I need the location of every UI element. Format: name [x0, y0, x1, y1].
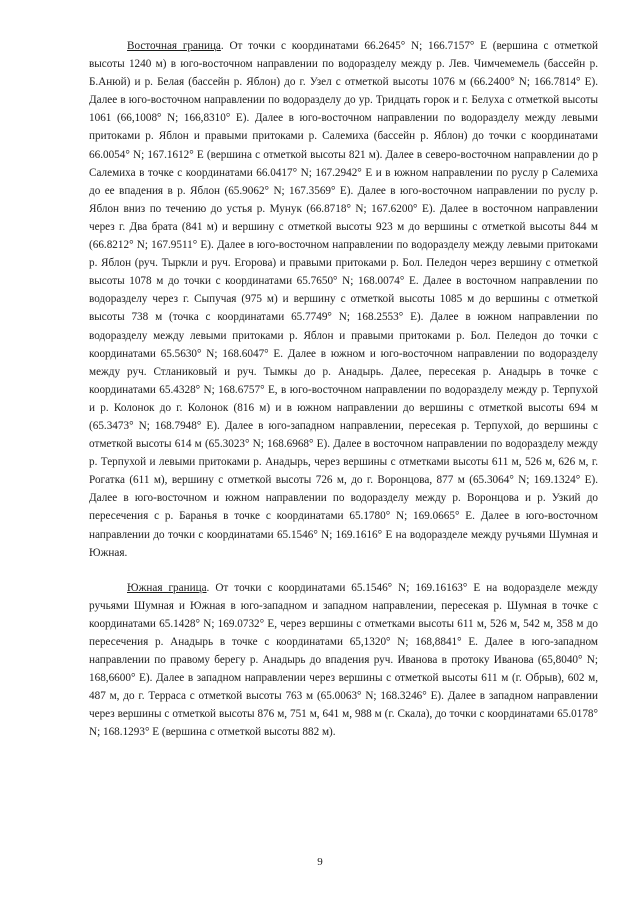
section-text-east: . От точки с координатами 66.2645° N; 166.7157° E (вершина с отметкой высоты 1240 м) в юго-восточном направлении по водоразделу между р. Лев. Чимчемемель (бассейн р. Б.Анюй) и р. Белая (бассейн р. Яблон) до г. Узел с отметкой высоты 1076 м (66.2400° N; 166.7814° E). Далее в юго-восточном направлении по водоразделу до ур. Тридцать горок и г. Белуха с отметкой высоты 1061 (66,1008° N; 166,8310° E). Далее в юго-восточном направлении по водоразделу между левыми притоками р. Яблон и правыми притоками р. Салемиха (бассейн р. Яблон) до точки с координатами 66.0054° N; 167.1612° E (вершина с отметкой высоты 821 м). Далее в северо-восточном направлении до р Салемиха в точке с координатами 66.0417° N; 167.2942° E и в южном направлении по руслу р Салемиха до ее впадения в р. Яблон (65.9062° N; 167.3569° E). Далее в юго-восточном направлении по руслу р. Яблон вниз по течению до устья р. Мунук (66.8718° N; 167.6200° E). Далее в восточном направлении через г. Два брата (841 м) и вершину с отметкой высоты 923 м до вершины с отметкой высоты 844 м (66.8212° N; 167.9511° E). Далее в юго-восточном направлении по водоразделу между левыми притоками р. Яблон (руч. Тыркли и руч. Егорова) и правыми притоками р. Бол. Пеледон через вершину с отметкой высоты 1078 м до точки с координатами 65.7650° N; 168.0074° E. Далее в восточном направлении по водоразделу через г. Сыпучая (975 м) и вершину с отметкой высоты 1085 м до вершины с отметкой высоты 738 м (точка с координатами 65.7749° N; 168.2553° E). Далее в южном направлении по водоразделу между левыми притоками р. Яблон и правыми притоками р. Бол. Пеледон до точки с координатами 65.5630° N; 168.6047° E. Далее в южном и юго-восточном направлении по водоразделу между руч. Стланиковый и руч. Тымкы до р. Анадырь. Далее, пересекая р. Анадырь в точке с координатами 65.4328° N; 168.6757° E, в юго-восточном направлении по водоразделу между р. Терпухой и р. Колонок до г. Колонок (816 м) и в южном направлении до вершины с отметкой высоты 694 м (65.3473° N; 168.7948° E). Далее в юго-западном направлении, пересекая р. Терпухой, до вершины с отметкой высоты 614 м (65.3023° N; 168.6968° E). Далее в восточном направлении по водоразделу между р. Терпухой и левыми притоками р. Анадырь, через вершины с отметками высоты 611 м, 526 м, 626 м, г. Рогатка (611 м), вершину с отметкой высоты 726 м, до г. Воронцова, 877 м (65.3064° N; 169.1324° E). Далее в юго-восточном и южном направлении по водоразделу между р. Воронцова и р. Узкий до пересечения с р. Баранья в точке с координатами 65.1780° N; 169.0665° E. Далее в юго-восточном направлении до точки с координатами 65.1546° N; 169.1616° E на водоразделе между ручьями Шумная и Южная. [89, 40, 598, 559]
page-number: 9 [317, 856, 323, 868]
section-south-border [89, 579, 598, 742]
section-east-border [89, 37, 598, 562]
section-text-south: . От точки с координатами 65.1546° N; 169.16163° E на водоразделе между ручьями Шумная и Южная в юго-западном и западном направлении, пересекая р. Шумная в точке с координатами 65.1428° N; 169.0732° E, через вершины с отметками высоты 611 м, 526 м, 542 м, 358 м до пересечения р. Анадырь в точке с координатами 65,1320° N; 168,8841° E. Далее в юго-западном направлении по правому берегу р. Анадырь до впадения руч. Иванова в протоку Иванова (65,8040° N; 168,6600° E). Далее в западном направлении через вершины с отметкой высоты 611 м (г. Обрыв), 602 м, 487 м, до г. Терраса с отметкой высоты 763 м (65.0063° N; 168.3246° E). Далее в западном направлении через вершины с отметкой высоты 876 м, 751 м, 641 м, 988 м (г. Скала), до точки с координатами 65.0178° N; 168.1293° E (вершина с отметкой высоты 882 м). [89, 581, 598, 739]
section-heading-south: Южная граница [127, 581, 207, 594]
section-heading-east: Восточная граница [127, 40, 221, 52]
document-page [89, 37, 598, 742]
